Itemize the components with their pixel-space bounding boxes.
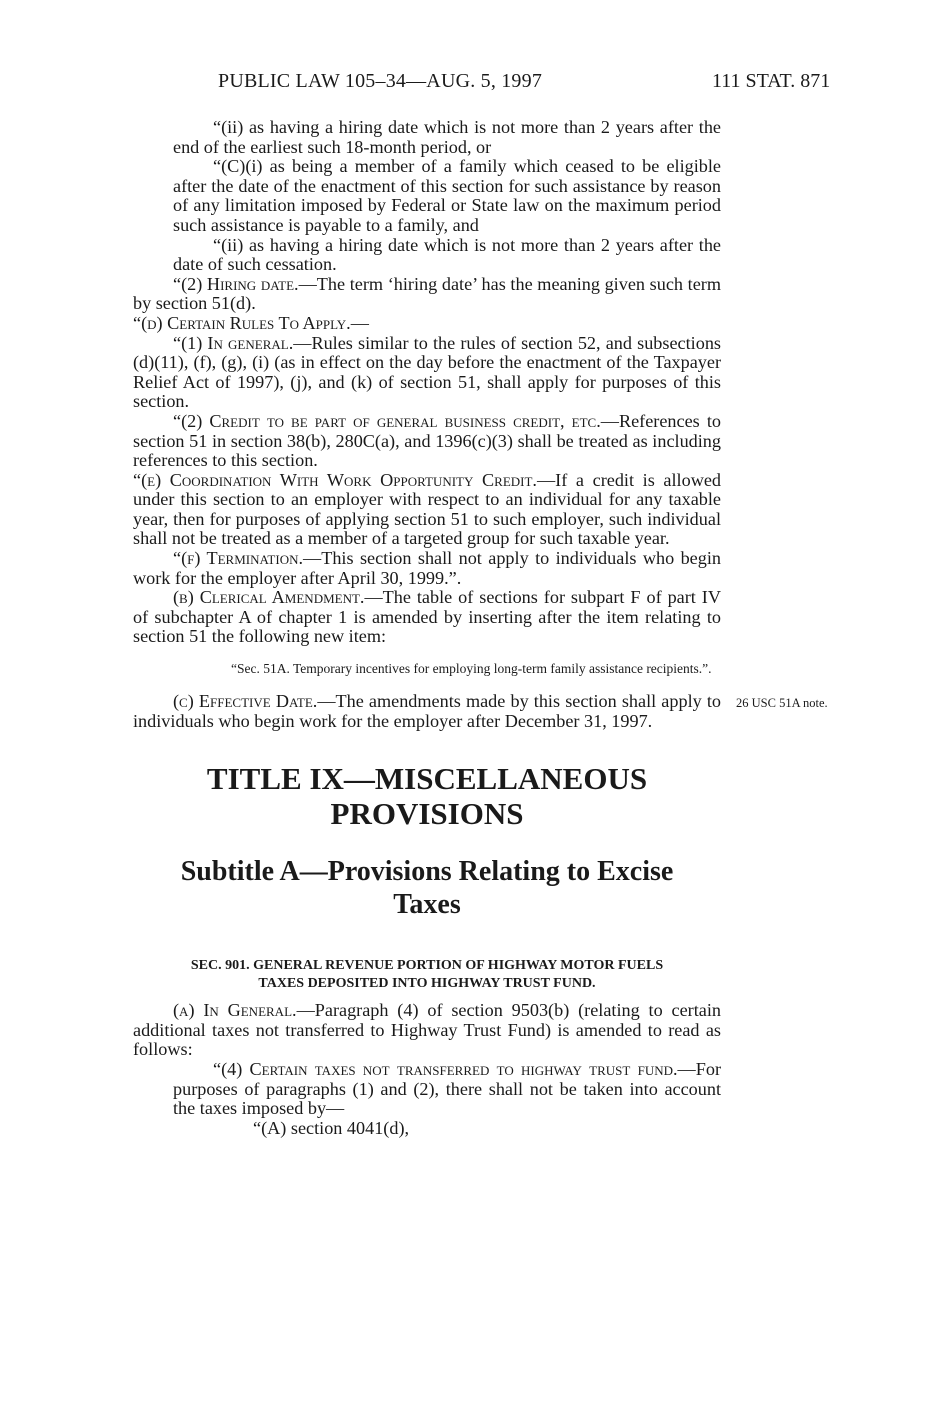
paragraph — [133, 471, 721, 549]
paragraph-heading: “(2) Hiring date. — [173, 273, 299, 294]
paragraph-heading: (c) Effective Date. — [173, 691, 318, 712]
paragraph — [133, 275, 721, 314]
paragraph-heading: “(f) Termination. — [173, 548, 304, 569]
paragraph-text: —The term ‘hiring date’ has the meaning given such term by section 51(d). — [133, 273, 721, 314]
paragraph-text: —References to section 51 in section 38(b), 280C(a), and 1396(c)(3) shall be treated as including references to this section. — [133, 410, 721, 471]
paragraph-heading: “(4) Certain taxes not transferred to highway trust fund. — [213, 1059, 678, 1079]
paragraph — [133, 1001, 721, 1060]
paragraph-text: — — [350, 312, 369, 333]
paragraph-text: —The amendments made by this section shall apply to individuals who begin work for the employer after December 31, 1997. — [133, 691, 721, 731]
page-citation: 111 STAT. 871 — [712, 70, 831, 92]
running-header: PUBLIC LAW 105–34—AUG. 5, 1997 — [218, 70, 543, 92]
margin-note: 26 USC 51A note. — [736, 696, 828, 711]
subtitle-heading — [133, 855, 721, 921]
title-line: TITLE IX—MISCELLANEOUS — [206, 761, 648, 797]
paragraph-text: —Rules similar to the rules of section 52, and subsections (d)(11), (f), (g), (i) (as in effect on the day before the enactment of the Taxpayer Relief Act of 1997), (j), and (k) of section 51, shall apply for purposes of this section. — [133, 332, 721, 412]
paragraph-text: —Paragraph (4) of section 9503(b) (relating to certain additional taxes not transferred to Highway Trust Fund) is amended to read as follows: — [133, 1000, 721, 1060]
paragraph — [133, 588, 721, 647]
paragraph-text: —The table of sections for subpart F of part IV of subchapter A of chapter 1 is amended by inserting after the item relating to section 51 the following new item: — [133, 587, 721, 647]
paragraph-heading: (a) In General. — [173, 1000, 297, 1021]
paragraph-heading: “(2) Credit to be part of general business credit, etc. — [173, 410, 601, 431]
paragraph: “(A) section 4041(d), — [253, 1117, 410, 1138]
paragraph: “(C)(i) as being a member of a family which ceased to be eligible after the date of the enactment of this section for such assistance by reason of any limitation imposed by Federal or State law on the maximum period such assistance is payable to a family, and — [173, 156, 721, 235]
subtitle-line: Taxes — [393, 889, 461, 921]
paragraph-text: —If a credit is allowed under this section to an employer with respect to an individual for any taxable year, then for purposes of applying section 51 to such employer, such individual shall not be treated as a member of a targeted group for such taxable year. — [133, 469, 721, 549]
table-item-text: “Sec. 51A. Temporary incentives for employing long-term family assistance recipients.”. — [231, 661, 712, 677]
paragraph-heading: “(d) Certain Rules To Apply. — [133, 312, 351, 333]
paragraph-heading: “(e) Coordination With Work Opportunity Credit. — [133, 469, 537, 490]
paragraph-text: —For purposes of paragraphs (1) and (2), there shall not be taken into account the taxes imposed by— — [173, 1059, 721, 1119]
table-of-sections-item — [133, 661, 721, 676]
paragraph-heading: (b) Clerical Amendment. — [173, 587, 365, 608]
title-line: PROVISIONS — [330, 796, 524, 832]
paragraph — [133, 1060, 721, 1119]
effective-date-block — [133, 691, 828, 731]
title-heading — [133, 761, 721, 831]
section-heading — [133, 957, 721, 993]
paragraph: “(ii) as having a hiring date which is not more than 2 years after the end of the earliest such 18-month period, or — [173, 117, 721, 157]
paragraph — [133, 549, 721, 588]
section-heading-line: SEC. 901. GENERAL REVENUE PORTION OF HIGHWAY MOTOR FUELS — [190, 958, 664, 974]
paragraph — [133, 692, 721, 731]
document-body — [133, 117, 828, 1138]
paragraph — [133, 412, 721, 471]
subtitle-line: Subtitle A—Provisions Relating to Excise — [180, 856, 674, 888]
paragraph-heading: “(1) In general. — [173, 332, 294, 353]
paragraph — [133, 314, 721, 334]
paragraph-text: —This section shall not apply to individuals who begin work for the employer after April 30, 1999.”. — [133, 548, 721, 588]
paragraph — [133, 334, 721, 412]
section-heading-line: TAXES DEPOSITED INTO HIGHWAY TRUST FUND. — [258, 976, 596, 992]
paragraph: “(ii) as having a hiring date which is not more than 2 years after the date of such cessation. — [173, 234, 721, 275]
